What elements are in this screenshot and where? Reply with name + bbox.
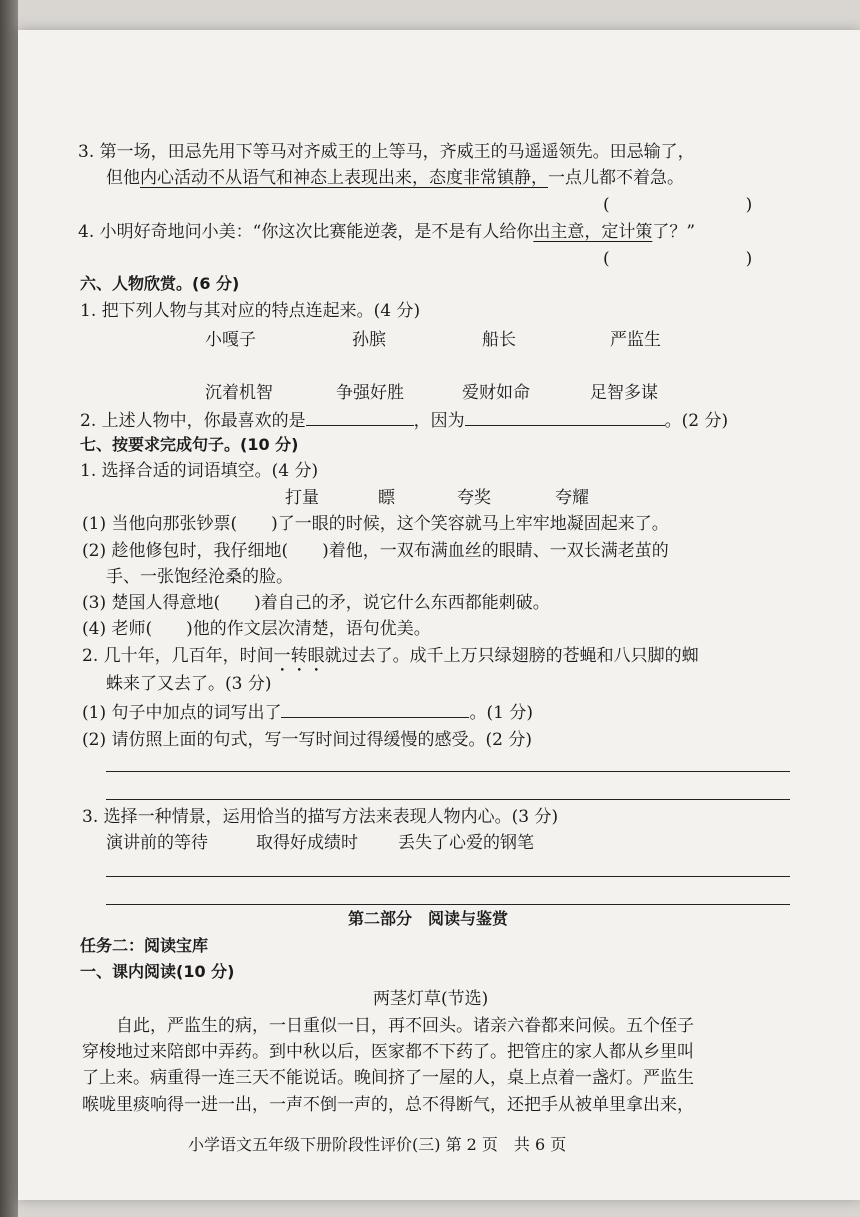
q3-line1: 3. 第一场，田忌先用下等马对齐威王的上等马，齐威王的马遥遥领先。田忌输了， xyxy=(78,142,695,162)
dotted-phrase: 一转眼 xyxy=(273,646,325,666)
sec7-q2-line2: 蛛来了又去了。(3 分) xyxy=(106,674,272,694)
word-kuajiang: 夸奖 xyxy=(457,488,491,508)
q3-line2 xyxy=(106,167,684,189)
person-xiaogazi[interactable]: 小嘎子 xyxy=(205,330,256,350)
q3-underlined-phrase: 内心活动不从语气和神态上表现出来，态度非常镇静， xyxy=(140,168,548,188)
q3-line2-post: 一点儿都不着急。 xyxy=(548,168,684,188)
trait-calm-clever[interactable]: 沉着机智 xyxy=(205,383,273,403)
favorite-blank[interactable] xyxy=(306,411,414,426)
answer-line-1[interactable] xyxy=(106,771,790,772)
q4-underlined-phrase: 出主意，定计策 xyxy=(533,222,653,242)
q3-line2-pre: 但他 xyxy=(106,168,140,188)
sec6-title: 六、人物欣赏。(6 分) xyxy=(80,274,240,293)
scene-lost-pen: 丢失了心爱的钢笔 xyxy=(398,833,534,853)
sec7-q3: 3. 选择一种情景，运用恰当的描写方法来表现人物内心。(3 分) xyxy=(82,807,559,827)
sec7-q2a xyxy=(82,702,533,724)
passage-line-3: 了上来。病重得一连三天不能说话。晚间挤了一屋的人，桌上点着一盏灯。严监生 xyxy=(82,1068,694,1088)
sec7-s1: (1) 当他向那张钞票( )了一眼的时候，这个笑容就马上牢牢地凝固起来了。 xyxy=(82,514,669,534)
word-dalang: 打量 xyxy=(285,488,319,508)
sec7-title: 七、按要求完成句子。(10 分) xyxy=(80,435,299,454)
passage-line-1: 自此，严监生的病，一日重似一日，再不回头。诸亲六眷都来问候。五个侄子 xyxy=(82,1016,694,1036)
sec7-q2a-post: 。(1 分) xyxy=(469,703,533,723)
reading-subtitle: 一、课内阅读(10 分) xyxy=(80,962,235,981)
q3-answer-paren[interactable]: ( ) xyxy=(603,195,753,215)
task2-title: 任务二：阅读宝库 xyxy=(80,936,209,955)
sec7-q1: 1. 选择合适的词语填空。(4 分) xyxy=(80,461,319,481)
passage-title: 两茎灯草(节选) xyxy=(373,989,489,1009)
q4-question xyxy=(78,221,695,243)
person-yanjiansheng[interactable]: 严监生 xyxy=(610,330,661,350)
sec7-q2b: (2) 请仿照上面的句式，写一写时间过得缓慢的感受。(2 分) xyxy=(82,730,532,750)
q4-pre: 4. 小明好奇地问小美：“你这次比赛能逆袭，是不是有人给你 xyxy=(78,222,534,242)
passage-line-2: 穿梭地过来陪郎中弄药。到中秋以后，医家都不下药了。把管庄的家人都从乡里叫 xyxy=(82,1042,694,1062)
sec6-q1: 1. 把下列人物与其对应的特点连起来。(4 分) xyxy=(80,301,421,321)
trait-greedy[interactable]: 爱财如命 xyxy=(462,383,530,403)
q4-post: 了？” xyxy=(652,222,696,242)
sec7-s2b: 手、一张饱经沧桑的脸。 xyxy=(106,567,293,587)
person-sunbin[interactable]: 孙膑 xyxy=(352,330,386,350)
reason-blank[interactable] xyxy=(465,411,665,426)
sec6-q2-pre: 2. 上述人物中，你最喜欢的是 xyxy=(80,411,306,431)
sec7-q2-post: 就过去了。成千上万只绿翅膀的苍蝇和八只脚的蜘 xyxy=(324,646,699,666)
answer-line-2[interactable] xyxy=(106,799,790,800)
q4-answer-paren[interactable]: ( ) xyxy=(603,249,753,269)
answer-line-3[interactable] xyxy=(106,876,790,877)
page-footer: 小学语文五年级下册阶段性评价(三) 第 2 页 共 6 页 xyxy=(188,1135,567,1154)
sec7-s4: (4) 老师( )他的作文层次清楚，语句优美。 xyxy=(82,619,431,639)
sec7-s2a: (2) 趁他修包时，我仔细地( )着他，一双布满血丝的眼睛、一双长满老茧的 xyxy=(82,541,669,561)
scene-good-grade: 取得好成绩时 xyxy=(256,833,358,853)
person-captain[interactable]: 船长 xyxy=(482,330,516,350)
trait-resourceful[interactable]: 足智多谋 xyxy=(590,383,658,403)
dotted-word-blank[interactable] xyxy=(281,703,469,718)
answer-line-4[interactable] xyxy=(106,904,790,905)
sec6-q2-post: 。(2 分) xyxy=(664,411,729,431)
sec7-s3: (3) 楚国人得意地( )着自己的矛，说它什么东西都能刺破。 xyxy=(82,593,550,613)
part2-title: 第二部分 阅读与鉴赏 xyxy=(348,909,509,928)
scene-speech: 演讲前的等待 xyxy=(106,833,208,853)
word-kuayao: 夸耀 xyxy=(555,488,589,508)
sec7-q2-pre: 2. 几十年，几百年，时间 xyxy=(82,646,274,666)
sec6-q2-mid: ，因为 xyxy=(413,411,465,431)
passage-line-4: 喉咙里痰响得一进一出，一声不倒一声的，总不得断气，还把手从被单里拿出来， xyxy=(82,1095,694,1115)
scanner-left-edge xyxy=(0,0,18,1217)
word-piao: 瞟 xyxy=(378,488,395,508)
sec6-q2 xyxy=(80,410,728,432)
sec7-q2-line1 xyxy=(82,645,699,676)
trait-competitive[interactable]: 争强好胜 xyxy=(336,383,404,403)
sec7-q2a-pre: (1) 句子中加点的词写出了 xyxy=(82,703,282,723)
